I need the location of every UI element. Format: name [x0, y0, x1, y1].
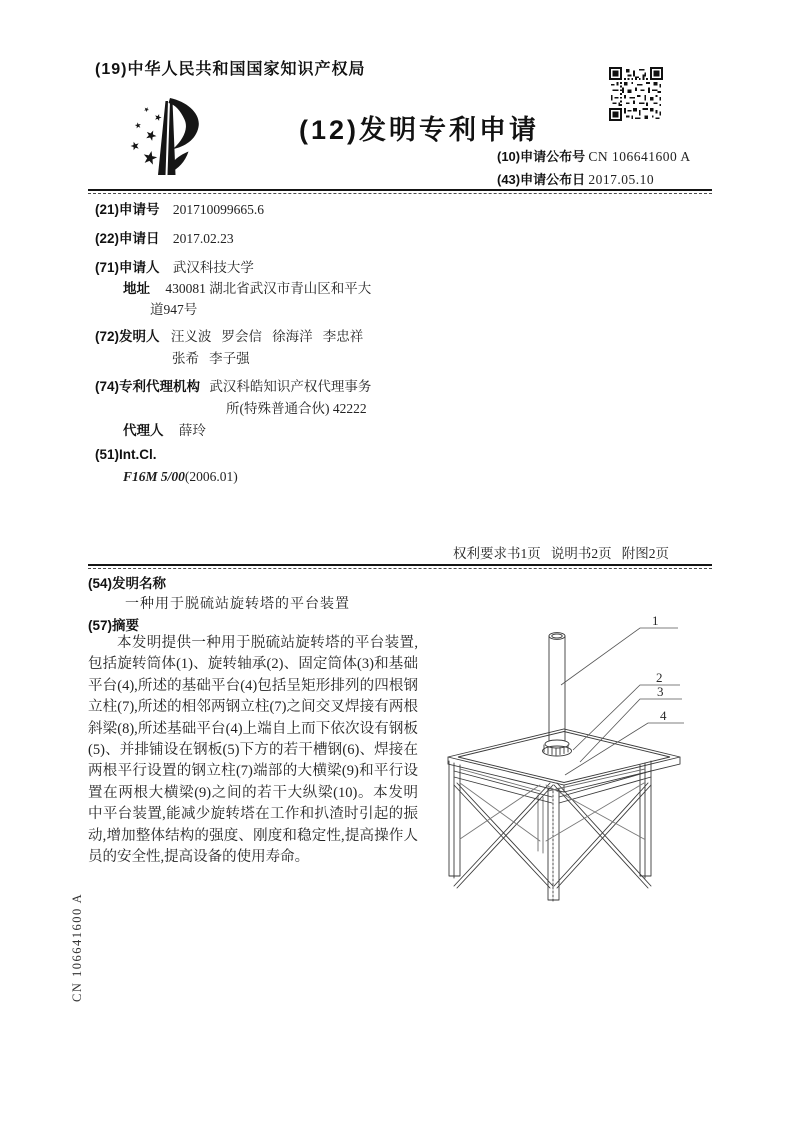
- body-separator: [88, 564, 712, 566]
- figure-label-4: 4: [660, 708, 667, 723]
- publication-number-label: (10)申请公布号: [497, 149, 586, 164]
- header-separator-dash: [88, 193, 712, 194]
- application-date-row: [95, 227, 234, 247]
- intcl-label: (51)Int.Cl.: [95, 447, 157, 462]
- applicant-label: (71)申请人: [95, 260, 160, 275]
- cnipa-logo: [120, 96, 220, 184]
- qr-code: [609, 67, 663, 121]
- inventors-line2: 张希 李子强: [172, 351, 250, 366]
- publication-number-value: CN 106641600 A: [588, 149, 691, 164]
- inventors-row: [95, 325, 363, 345]
- doc-type-title: (12)发明专利申请: [299, 115, 540, 145]
- publication-date-label: (43)申请公布日: [497, 172, 586, 187]
- agency-row: [95, 375, 371, 395]
- address-label: 地址: [123, 281, 150, 296]
- page-counts: 权利要求书1页 说明书2页 附图2页: [453, 546, 669, 561]
- application-date-label: (22)申请日: [95, 231, 160, 246]
- application-date-value: 2017.02.23: [172, 231, 234, 246]
- agency-line1: 武汉科皓知识产权代理事务: [209, 379, 372, 394]
- figure-label-1: 1: [652, 613, 659, 628]
- intcl-value-row: [123, 469, 238, 485]
- abstract-paragraph: 本发明提供一种用于脱硫站旋转塔的平台装置,包括旋转筒体(1)、旋转轴承(2)、固定筒体(3)和基础平台(4),所述的基础平台(4)包括呈矩形排列的四根钢立柱(7),所述的相邻两钢立柱(7)之间交叉焊接有两根斜梁(8),所述基础平台(4)上端自上而下依次设有钢板(5)、并排铺设在钢板(5)下方的若干槽钢(6)、焊接在两根平行设置的钢立柱(7)端部的大横梁(9)和平行设置在两根大横梁(9)之间的若干大纵梁(10)。本发明中平台装置,能减少旋转塔在工作和扒渣时引起的振动,增加整体结构的强度、刚度和稳定性,提高操作人员的安全性,提高设备的使用寿命。: [88, 635, 418, 866]
- application-number-label: (21)申请号: [95, 202, 160, 217]
- application-number-row: [95, 198, 264, 218]
- inventors-row-2: [172, 347, 250, 367]
- agency-line2: 所(特殊普通合伙) 42222: [226, 401, 367, 416]
- publication-date-value: 2017.05.10: [588, 172, 655, 187]
- patent-figure: [430, 595, 730, 965]
- publication-date-row: [497, 169, 654, 188]
- body-separator-dash: [88, 568, 712, 569]
- address-line2: 道947号: [150, 302, 198, 317]
- address-row: [123, 277, 371, 297]
- intcl-version: (2006.01): [184, 469, 238, 484]
- agent-label: 代理人: [123, 423, 164, 438]
- office-name: (19)中华人民共和国国家知识产权局: [95, 61, 366, 78]
- figure-diagonal-braces: [454, 783, 651, 888]
- title-section-label: (54)发明名称: [88, 576, 167, 591]
- figure-label-2: 2: [656, 670, 663, 685]
- address-row-2: [150, 298, 197, 318]
- intcl-row: [95, 447, 157, 463]
- inventors-line1: 汪义波 罗会信 徐海洋 李忠祥: [170, 329, 364, 344]
- figure-bearing-flange: [543, 740, 572, 756]
- agent-value: 薛玲: [178, 423, 206, 438]
- abstract-section-label: (57)摘要: [88, 618, 140, 633]
- applicant-row: [95, 256, 254, 276]
- inventors-label: (72)发明人: [95, 329, 160, 344]
- agent-row: [123, 419, 206, 439]
- address-line1: 430081 湖北省武汉市青山区和平大: [165, 281, 372, 296]
- abstract-text: [88, 633, 418, 868]
- sidebar-doc-id: CN 106641600 A: [70, 892, 84, 1002]
- intcl-classification: F16M 5/00: [123, 469, 185, 484]
- agency-row-2: [226, 397, 367, 417]
- application-number-value: 201710099665.6: [172, 202, 265, 217]
- figure-rotating-cylinder: [549, 633, 565, 741]
- figure-label-3: 3: [657, 684, 664, 699]
- agency-label: (74)专利代理机构: [95, 379, 201, 394]
- publication-number-row: [497, 146, 691, 165]
- applicant-value: 武汉科技大学: [172, 260, 254, 275]
- figure-steel-columns: [449, 761, 651, 903]
- figure-leader-lines: [561, 628, 684, 775]
- invention-title: 一种用于脱硫站旋转塔的平台装置: [125, 597, 350, 612]
- header-separator: [88, 189, 712, 191]
